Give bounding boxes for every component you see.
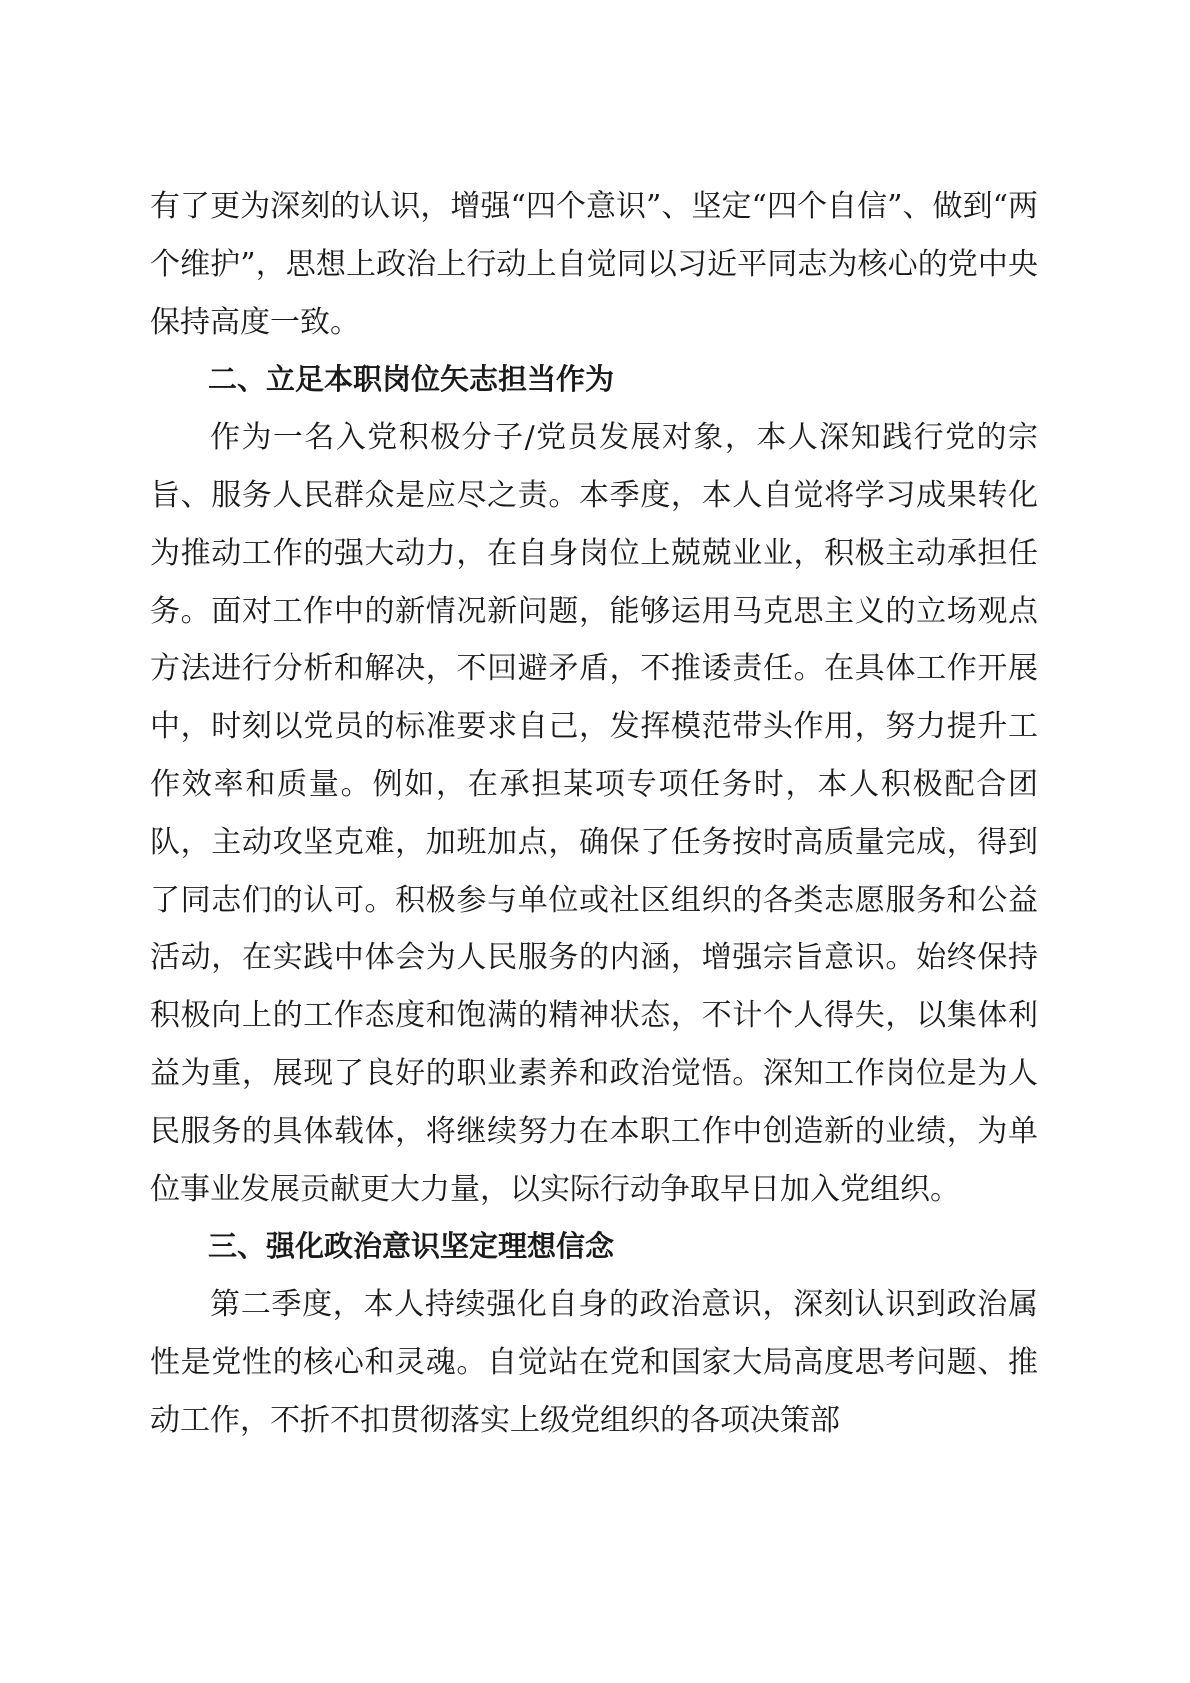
document-body <box>150 178 1038 1450</box>
paragraph-continuation: 有了更为深刻的认识，增强“四个意识”、坚定“四个自信”、做到“两个维护”，思想上政治上行动上自觉同以习近平同志为核心的党中央保持高度一致。 <box>150 189 1038 340</box>
section-heading-3: 三、强化政治意识坚定理想信念 <box>208 1229 615 1264</box>
paragraph-section-2: 作为一名入党积极分子/党员发展对象，本人深知践行党的宗旨、服务人民群众是应尽之责。本季度，本人自觉将学习成果转化为推动工作的强大动力，在自身岗位上兢兢业业，积极主动承担任务。面对工作中的新情况新问题，能够运用马克思主义的立场观点方法进行分析和解决，不回避矛盾，不推诿责任。在具体工作开展中，时刻以党员的标准要求自己，发挥模范带头作用，努力提升工作效率和质量。例如，在承担某项专项任务时，本人积极配合团队，主动攻坚克难，加班加点，确保了任务按时高质量完成，得到了同志们的认可。积极参与单位或社区组织的各类志愿服务和公益活动，在实践中体会为人民服务的内涵，增强宗旨意识。始终保持积极向上的工作态度和饱满的精神状态，不计个人得失，以集体利益为重，展现了良好的职业素养和政治觉悟。深知工作岗位是为人民服务的具体载体，将继续努力在本职工作中创造新的业绩，为单位事业发展贡献更大力量，以实际行动争取早日加入党组织。 <box>150 420 1038 1207</box>
section-heading-2: 二、立足本职岗位矢志担当作为 <box>208 362 615 397</box>
paragraph-section-3: 第二季度，本人持续强化自身的政治意识，深刻认识到政治属性是党性的核心和灵魂。自觉站在党和国家大局高度思考问题、推动工作，不折不扣贯彻落实上级党组织的各项决策部 <box>150 1287 1038 1438</box>
